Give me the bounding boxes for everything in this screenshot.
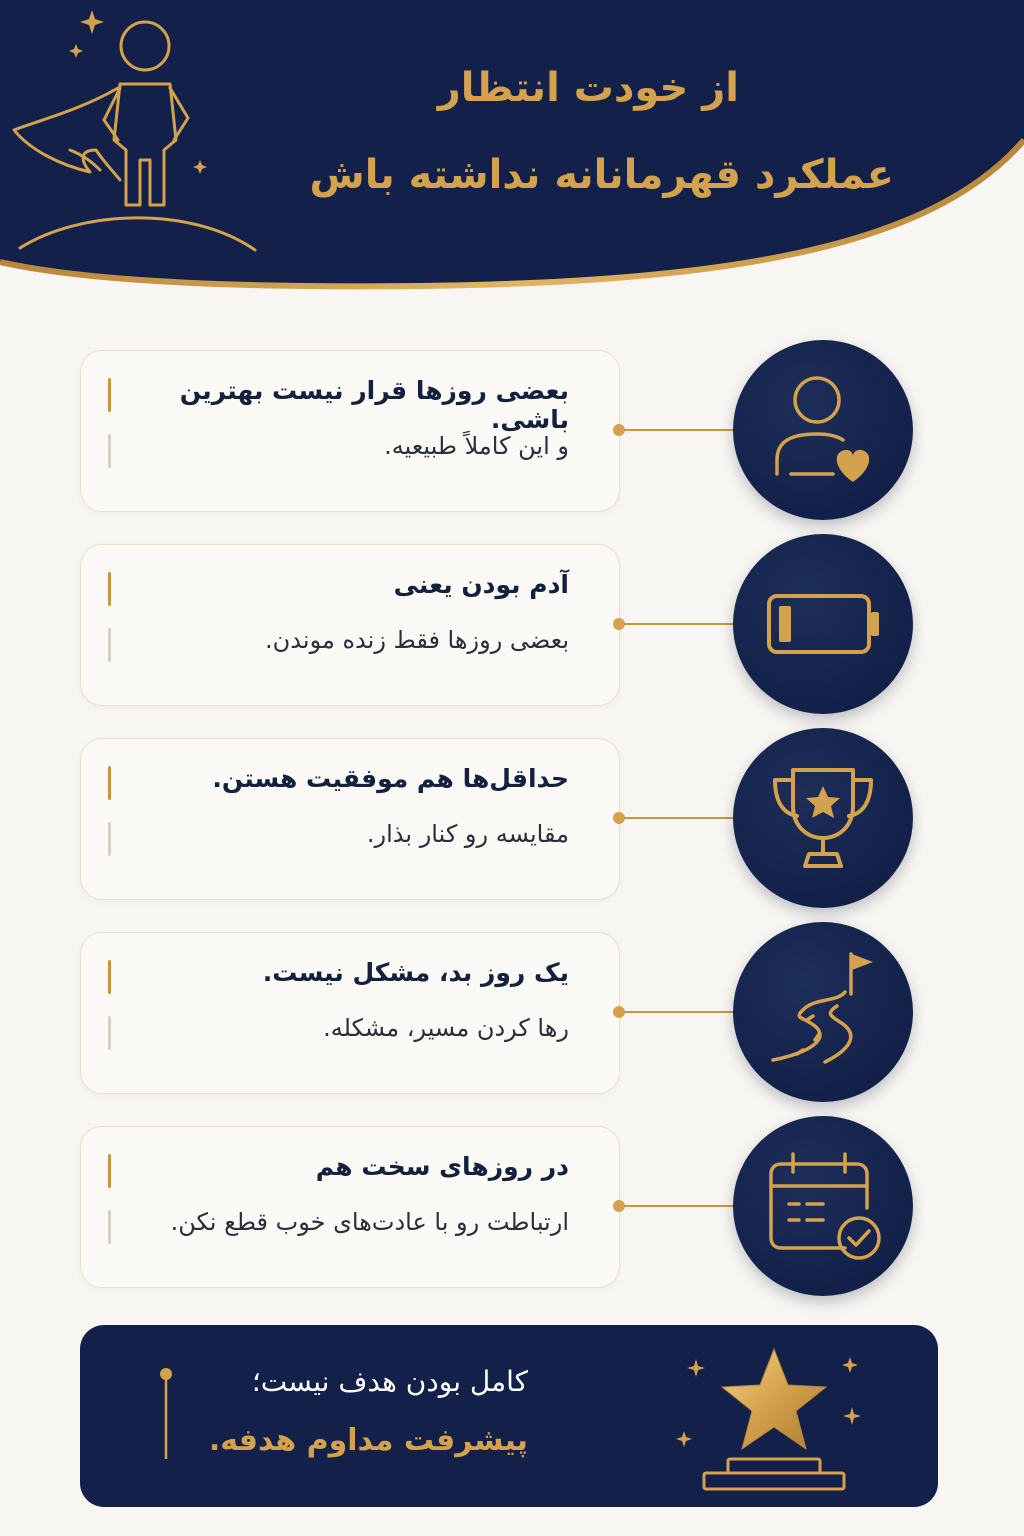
item-subtitle: رها کردن مسیر، مشکله. xyxy=(323,1014,569,1042)
list-item xyxy=(0,728,1024,918)
footer-line-1: کامل بودن هدف نیست؛ xyxy=(251,1365,528,1398)
connector-line xyxy=(612,1006,737,1018)
trophy-icon xyxy=(733,728,913,908)
item-title: حداقل‌ها هم موفقیت هستن. xyxy=(212,764,569,793)
item-title: در روزهای سخت هم xyxy=(315,1152,569,1181)
icon-circle xyxy=(733,1116,913,1296)
connector-line xyxy=(612,618,737,630)
connector-line xyxy=(612,1200,737,1212)
star-trophy-icon xyxy=(670,1339,870,1499)
list-item xyxy=(0,1116,1024,1306)
person-heart-icon xyxy=(733,340,913,520)
calendar-check-icon xyxy=(733,1116,913,1296)
header xyxy=(0,0,1024,310)
item-title: بعضی روزها قرار نیست بهترین باشی. xyxy=(179,376,569,434)
icon-circle xyxy=(733,922,913,1102)
icon-circle xyxy=(733,728,913,908)
list-item xyxy=(0,922,1024,1112)
superhero-icon xyxy=(0,0,270,260)
item-title: آدم بودن یعنی xyxy=(393,570,569,599)
item-subtitle: مقایسه رو کنار بذار. xyxy=(366,820,569,848)
item-title: یک روز بد، مشکل نیست. xyxy=(262,958,569,987)
icon-circle xyxy=(733,340,913,520)
page-title-line-2: عملکرد قهرمانانه نداشته باش xyxy=(309,152,894,198)
list-item xyxy=(0,340,1024,530)
item-card xyxy=(80,932,620,1094)
footer-line-2: پیشرفت مداوم هدفه. xyxy=(208,1423,528,1458)
item-card xyxy=(80,738,620,900)
footer-banner xyxy=(80,1325,938,1507)
item-subtitle: بعضی روزها فقط زنده موندن. xyxy=(265,626,569,654)
list-item xyxy=(0,534,1024,724)
item-card xyxy=(80,544,620,706)
icon-circle xyxy=(733,534,913,714)
low-battery-icon xyxy=(733,534,913,714)
item-subtitle: و این کاملاً طبیعیه. xyxy=(384,432,569,460)
item-card xyxy=(80,1126,620,1288)
connector-line xyxy=(612,424,737,436)
item-subtitle: ارتباطت رو با عادت‌های خوب قطع نکن. xyxy=(170,1208,569,1236)
connector-line xyxy=(612,812,737,824)
road-flag-icon xyxy=(733,922,913,1102)
page-title-line-1: از خودت انتظار xyxy=(437,65,739,111)
